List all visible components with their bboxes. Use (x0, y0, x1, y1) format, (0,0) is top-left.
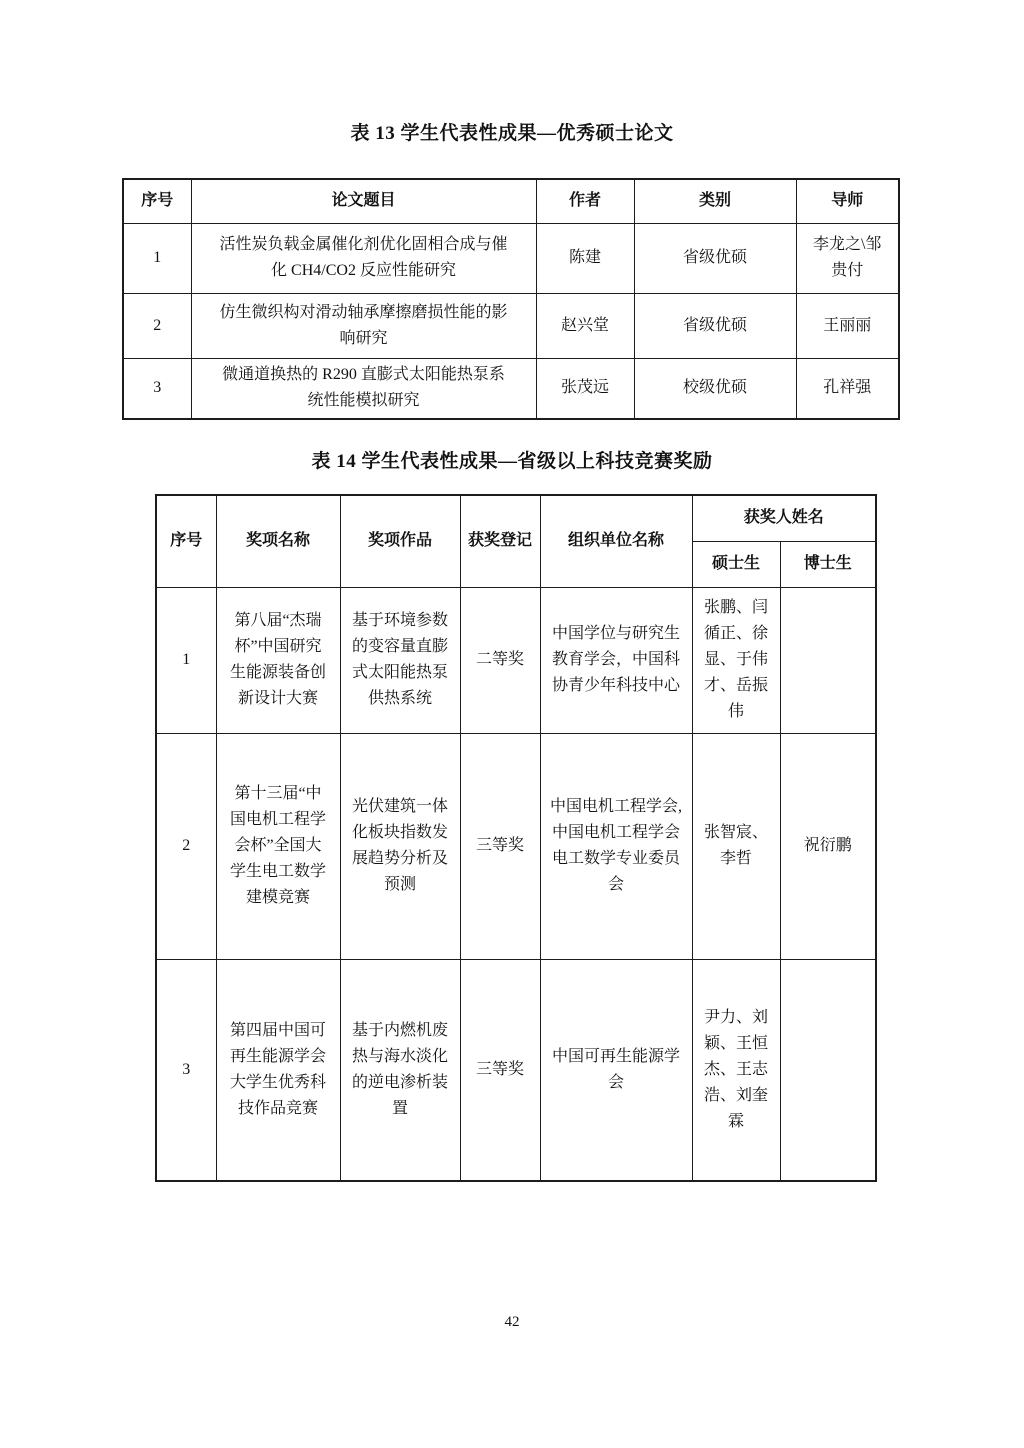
table13-title: 表 13 学生代表性成果—优秀硕士论文 (350, 123, 674, 144)
cell-author: 张茂远 (536, 358, 634, 419)
table13-header-row (123, 179, 899, 223)
table14 (155, 494, 877, 1182)
page-number: 42 (504, 1314, 520, 1330)
table13-row-2 (123, 293, 899, 358)
cell-masters: 张鹏、闫循正、徐显、于伟才、岳振伟 (692, 587, 780, 733)
table13-header-thesis-title: 论文题目 (191, 179, 536, 223)
cell-no: 1 (123, 223, 191, 293)
table14-header-winners: 获奖人姓名 (692, 495, 876, 541)
cell-no: 3 (156, 959, 216, 1181)
cell-author: 陈建 (536, 223, 634, 293)
cell-no: 1 (156, 587, 216, 733)
table14-row-2 (156, 733, 876, 959)
cell-masters: 张智宸、李哲 (692, 733, 780, 959)
table14-header-masters: 硕士生 (692, 541, 780, 587)
table14-header-no: 序号 (156, 495, 216, 587)
table13-row-3 (123, 358, 899, 419)
cell-award-record: 二等奖 (460, 587, 540, 733)
table14-header-row-1 (156, 495, 876, 541)
table14-row-3 (156, 959, 876, 1181)
table13-header-category: 类别 (634, 179, 796, 223)
table13 (122, 178, 900, 420)
cell-no: 2 (156, 733, 216, 959)
cell-award-record: 三等奖 (460, 959, 540, 1181)
cell-advisor: 孔祥强 (796, 358, 899, 419)
table14-header-organizer: 组织单位名称 (540, 495, 692, 587)
cell-award-name: 第十三届“中国电机工程学会杯”全国大学生电工数学建模竞赛 (216, 733, 340, 959)
table13-header-author: 作者 (536, 179, 634, 223)
cell-award-work: 基于环境参数的变容量直膨式太阳能热泵供热系统 (340, 587, 460, 733)
cell-masters: 尹力、刘颖、王恒杰、王志浩、刘奎霖 (692, 959, 780, 1181)
table14-header-doctors: 博士生 (780, 541, 876, 587)
cell-organizer: 中国电机工程学会,中国电机工程学会电工数学专业委员会 (540, 733, 692, 959)
cell-doctors (780, 587, 876, 733)
table14-header-award-work: 奖项作品 (340, 495, 460, 587)
cell-advisor: 李龙之\邹贵付 (796, 223, 899, 293)
cell-award-name: 第八届“杰瑞杯”中国研究生能源装备创新设计大赛 (216, 587, 340, 733)
cell-category: 省级优硕 (634, 223, 796, 293)
cell-award-work: 光伏建筑一体化板块指数发展趋势分析及预测 (340, 733, 460, 959)
table13-row-1 (123, 223, 899, 293)
cell-no: 2 (123, 293, 191, 358)
cell-award-name: 第四届中国可再生能源学会大学生优秀科技作品竞赛 (216, 959, 340, 1181)
cell-thesis-title: 微通道换热的 R290 直膨式太阳能热泵系统性能模拟研究 (191, 358, 536, 419)
cell-advisor: 王丽丽 (796, 293, 899, 358)
cell-organizer: 中国学位与研究生教育学会，中国科协青少年科技中心 (540, 587, 692, 733)
cell-doctors (780, 959, 876, 1181)
cell-author: 赵兴堂 (536, 293, 634, 358)
table13-header-no: 序号 (123, 179, 191, 223)
cell-award-record: 三等奖 (460, 733, 540, 959)
table13-header-advisor: 导师 (796, 179, 899, 223)
table14-title: 表 14 学生代表性成果—省级以上科技竞赛奖励 (311, 451, 713, 472)
cell-category: 省级优硕 (634, 293, 796, 358)
cell-award-work: 基于内燃机废热与海水淡化的逆电渗析装置 (340, 959, 460, 1181)
cell-doctors: 祝衍鹏 (780, 733, 876, 959)
cell-thesis-title: 仿生微织构对滑动轴承摩擦磨损性能的影响研究 (191, 293, 536, 358)
cell-organizer: 中国可再生能源学会 (540, 959, 692, 1181)
cell-no: 3 (123, 358, 191, 419)
cell-thesis-title: 活性炭负载金属催化剂优化固相合成与催化 CH4/CO2 反应性能研究 (191, 223, 536, 293)
table14-header-award-name: 奖项名称 (216, 495, 340, 587)
cell-category: 校级优硕 (634, 358, 796, 419)
table14-header-award-record: 获奖登记 (460, 495, 540, 587)
table14-row-1 (156, 587, 876, 733)
